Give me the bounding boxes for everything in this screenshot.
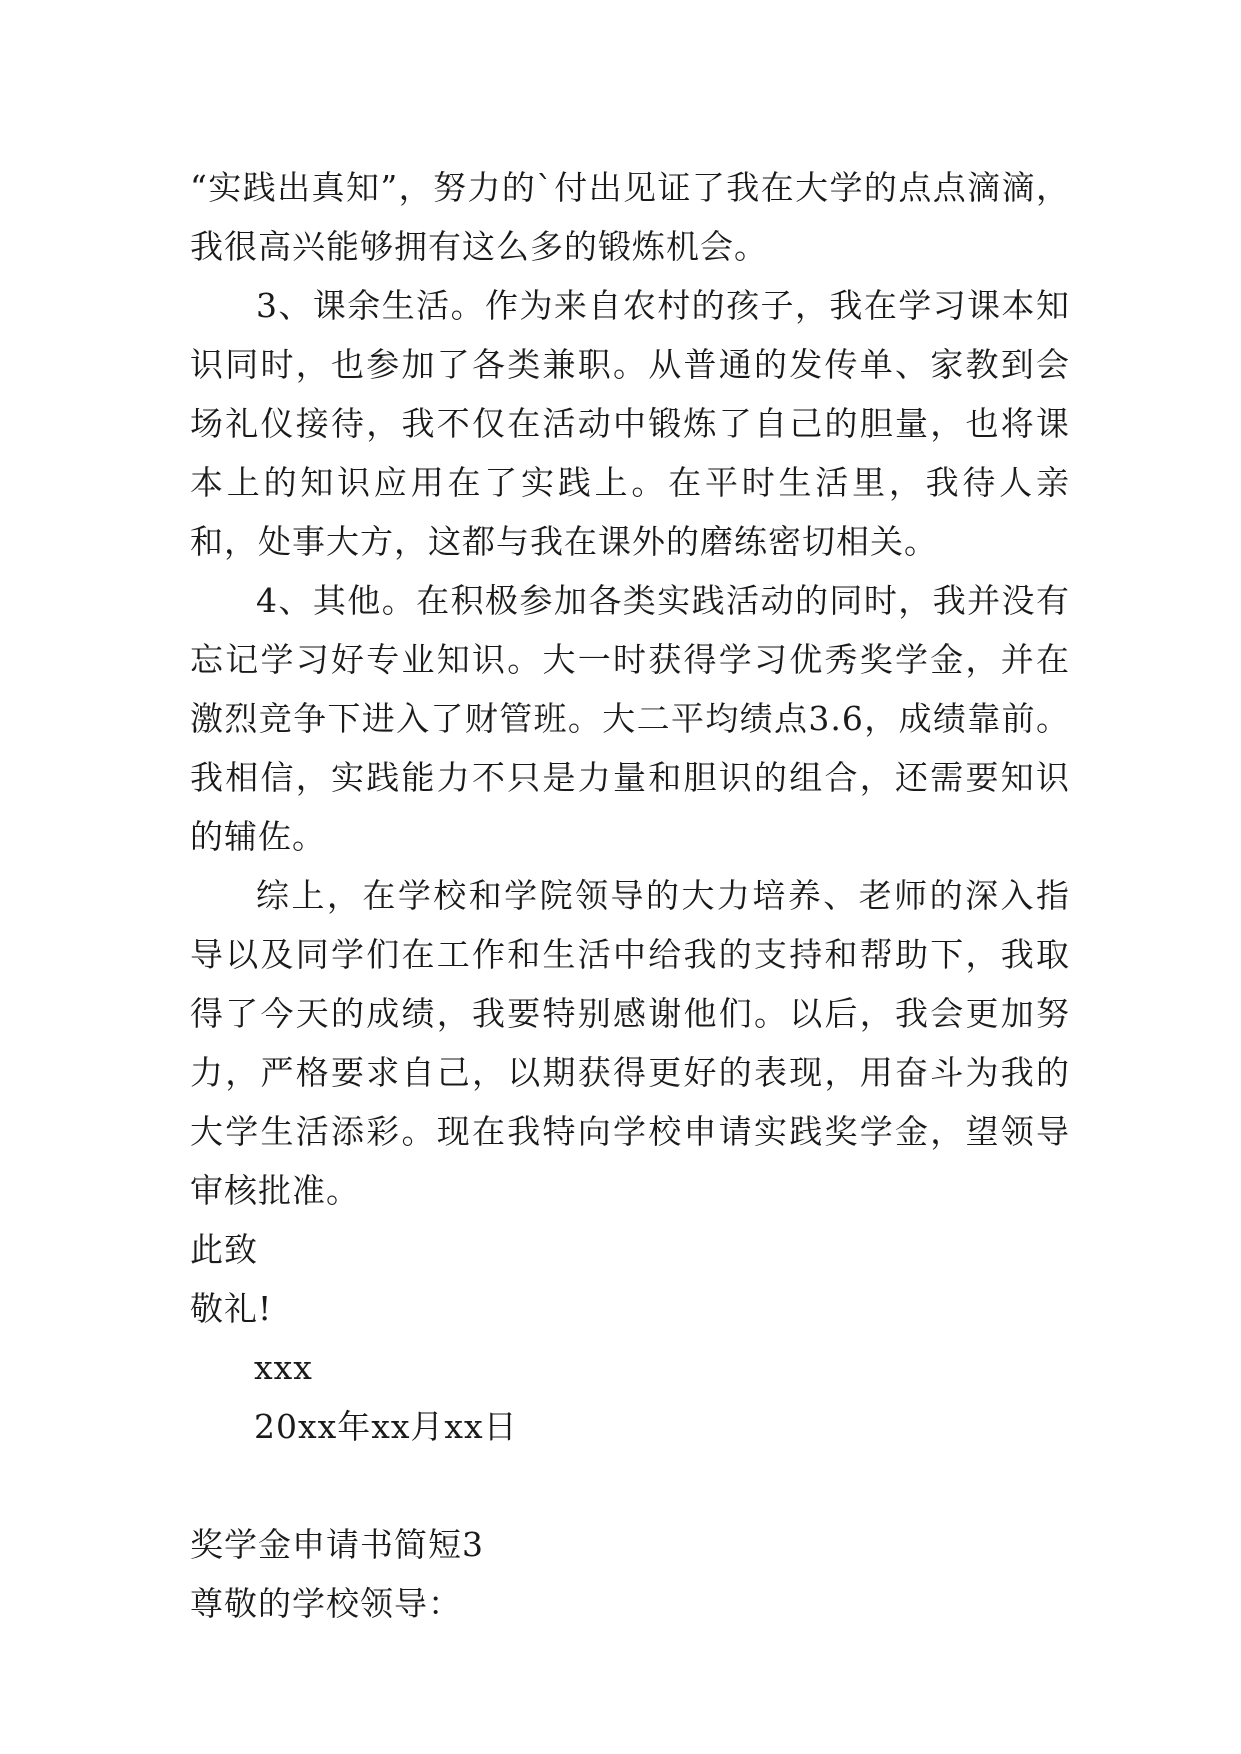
paragraph-other: 4、其他。在积极参加各类实践活动的同时，我并没有忘记学习好专业知识。大一时获得学习优秀奖学金，并在激烈竞争下进入了财管班。大二平均绩点3.6，成绩靠前。我相信，实践能力不只是力量和胆识的组合，还需要知识的辅佐。	[190, 581, 1070, 856]
paragraph-summary: 综上，在学校和学院领导的大力培养、老师的深入指导以及同学们在工作和生活中给我的支持和帮助下，我取得了今天的成绩，我要特别感谢他们。以后，我会更加努力，严格要求自己，以期获得更好的表现，用奋斗为我的大学生活添彩。现在我特向学校申请实践奖学金，望领导审核批准。	[190, 876, 1070, 1210]
signature-name: xxx	[254, 1348, 313, 1387]
spacer	[190, 1456, 1070, 1515]
next-section-salutation: 尊敬的学校领导：	[190, 1584, 462, 1623]
continuation-paragraph: “实践出真知”，努力的`付出见证了我在大学的点点滴滴，我很高兴能够拥有这么多的锻炼机会。	[190, 168, 1070, 266]
paragraph-extracurricular: 3、课余生活。作为来自农村的孩子，我在学习课本知识同时，也参加了各类兼职。从普通的发传单、家教到会场礼仪接待，我不仅在活动中锻炼了自己的胆量，也将课本上的知识应用在了实践上。在平时生活里，我待人亲和，处事大方，这都与我在课外的磨练密切相关。	[190, 286, 1070, 561]
signature-date: 20xx年xx月xx日	[254, 1407, 518, 1446]
next-section-title: 奖学金申请书简短3	[190, 1525, 484, 1564]
closing-line-2: 敬礼!	[190, 1289, 273, 1328]
closing-line-1: 此致	[190, 1230, 258, 1269]
document-page	[190, 158, 1070, 1633]
